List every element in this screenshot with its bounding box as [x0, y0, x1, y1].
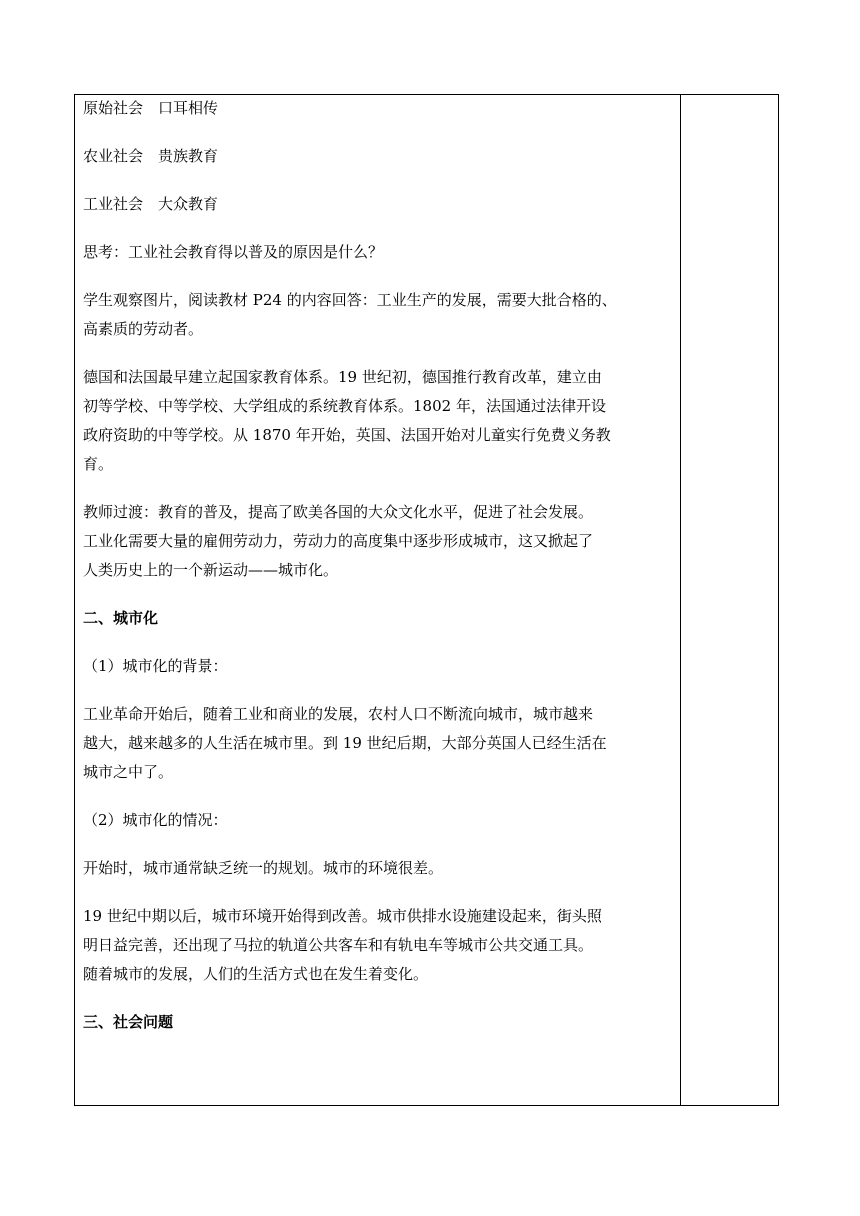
student-answer-paragraph [83, 286, 675, 344]
section-heading-social-problems: 三、社会问题 [83, 1013, 174, 1031]
paragraph-line: 教师过渡：教育的普及，提高了欧美各国的大众文化水平，促进了社会发展。 [83, 503, 594, 521]
paragraph-line: 学生观察图片，阅读教材 P24 的内容回答：工业生产的发展，需要大批合格的、 [83, 291, 617, 309]
paragraph-line: 越大，越来越多的人生活在城市里。到 19 世纪后期，大部分英国人已经生活在 [83, 734, 607, 752]
subheading-background: （1）城市化的背景： [83, 657, 228, 675]
paragraph-line: 工业化需要大量的雇佣劳动力，劳动力的高度集中逐步形成城市，这又掀起了 [83, 532, 594, 550]
thinking-question: 思考：工业社会教育得以普及的原因是什么？ [83, 243, 384, 261]
paragraph-line: 19 世纪中期以后，城市环境开始得到改善。城市供排水设施建设起来，街头照 [83, 907, 602, 925]
paragraph-line: 政府资助的中等学校。从 1870 年开始，英国、法国开始对儿童实行免费义务教 [83, 426, 611, 444]
lesson-content-cell [83, 94, 675, 1037]
paragraph-line: 初等学校、中等学校、大学组成的系统教育体系。1802 年，法国通过法律开设 [83, 397, 606, 415]
paragraph-line: 工业革命开始后，随着工业和商业的发展，农村人口不断流向城市，城市越来 [83, 705, 594, 723]
situation-start-line: 开始时，城市通常缺乏统一的规划。城市的环境很差。 [83, 859, 444, 877]
paragraph-line: 高素质的劳动者。 [83, 320, 204, 338]
column-divider [680, 94, 681, 1106]
section-heading-urbanization: 二、城市化 [83, 609, 159, 627]
teacher-transition-paragraph [83, 498, 675, 585]
subheading-situation: （2）城市化的情况： [83, 811, 228, 829]
line-primitive-society: 原始社会 口耳相传 [83, 99, 219, 117]
city-improvement-paragraph [83, 902, 675, 989]
background-paragraph [83, 700, 675, 787]
paragraph-line: 随着城市的发展，人们的生活方式也在发生着变化。 [83, 965, 429, 983]
line-agricultural-society: 农业社会 贵族教育 [83, 147, 219, 165]
line-industrial-society: 工业社会 大众教育 [83, 195, 219, 213]
education-system-paragraph [83, 363, 675, 479]
paragraph-line: 育。 [83, 455, 114, 473]
paragraph-line: 城市之中了。 [83, 763, 174, 781]
paragraph-line: 明日益完善，还出现了马拉的轨道公共客车和有轨电车等城市公共交通工具。 [83, 936, 594, 954]
paragraph-line: 德国和法国最早建立起国家教育体系。19 世纪初，德国推行教育改革，建立由 [83, 368, 602, 386]
paragraph-line: 人类历史上的一个新运动——城市化。 [83, 561, 339, 579]
